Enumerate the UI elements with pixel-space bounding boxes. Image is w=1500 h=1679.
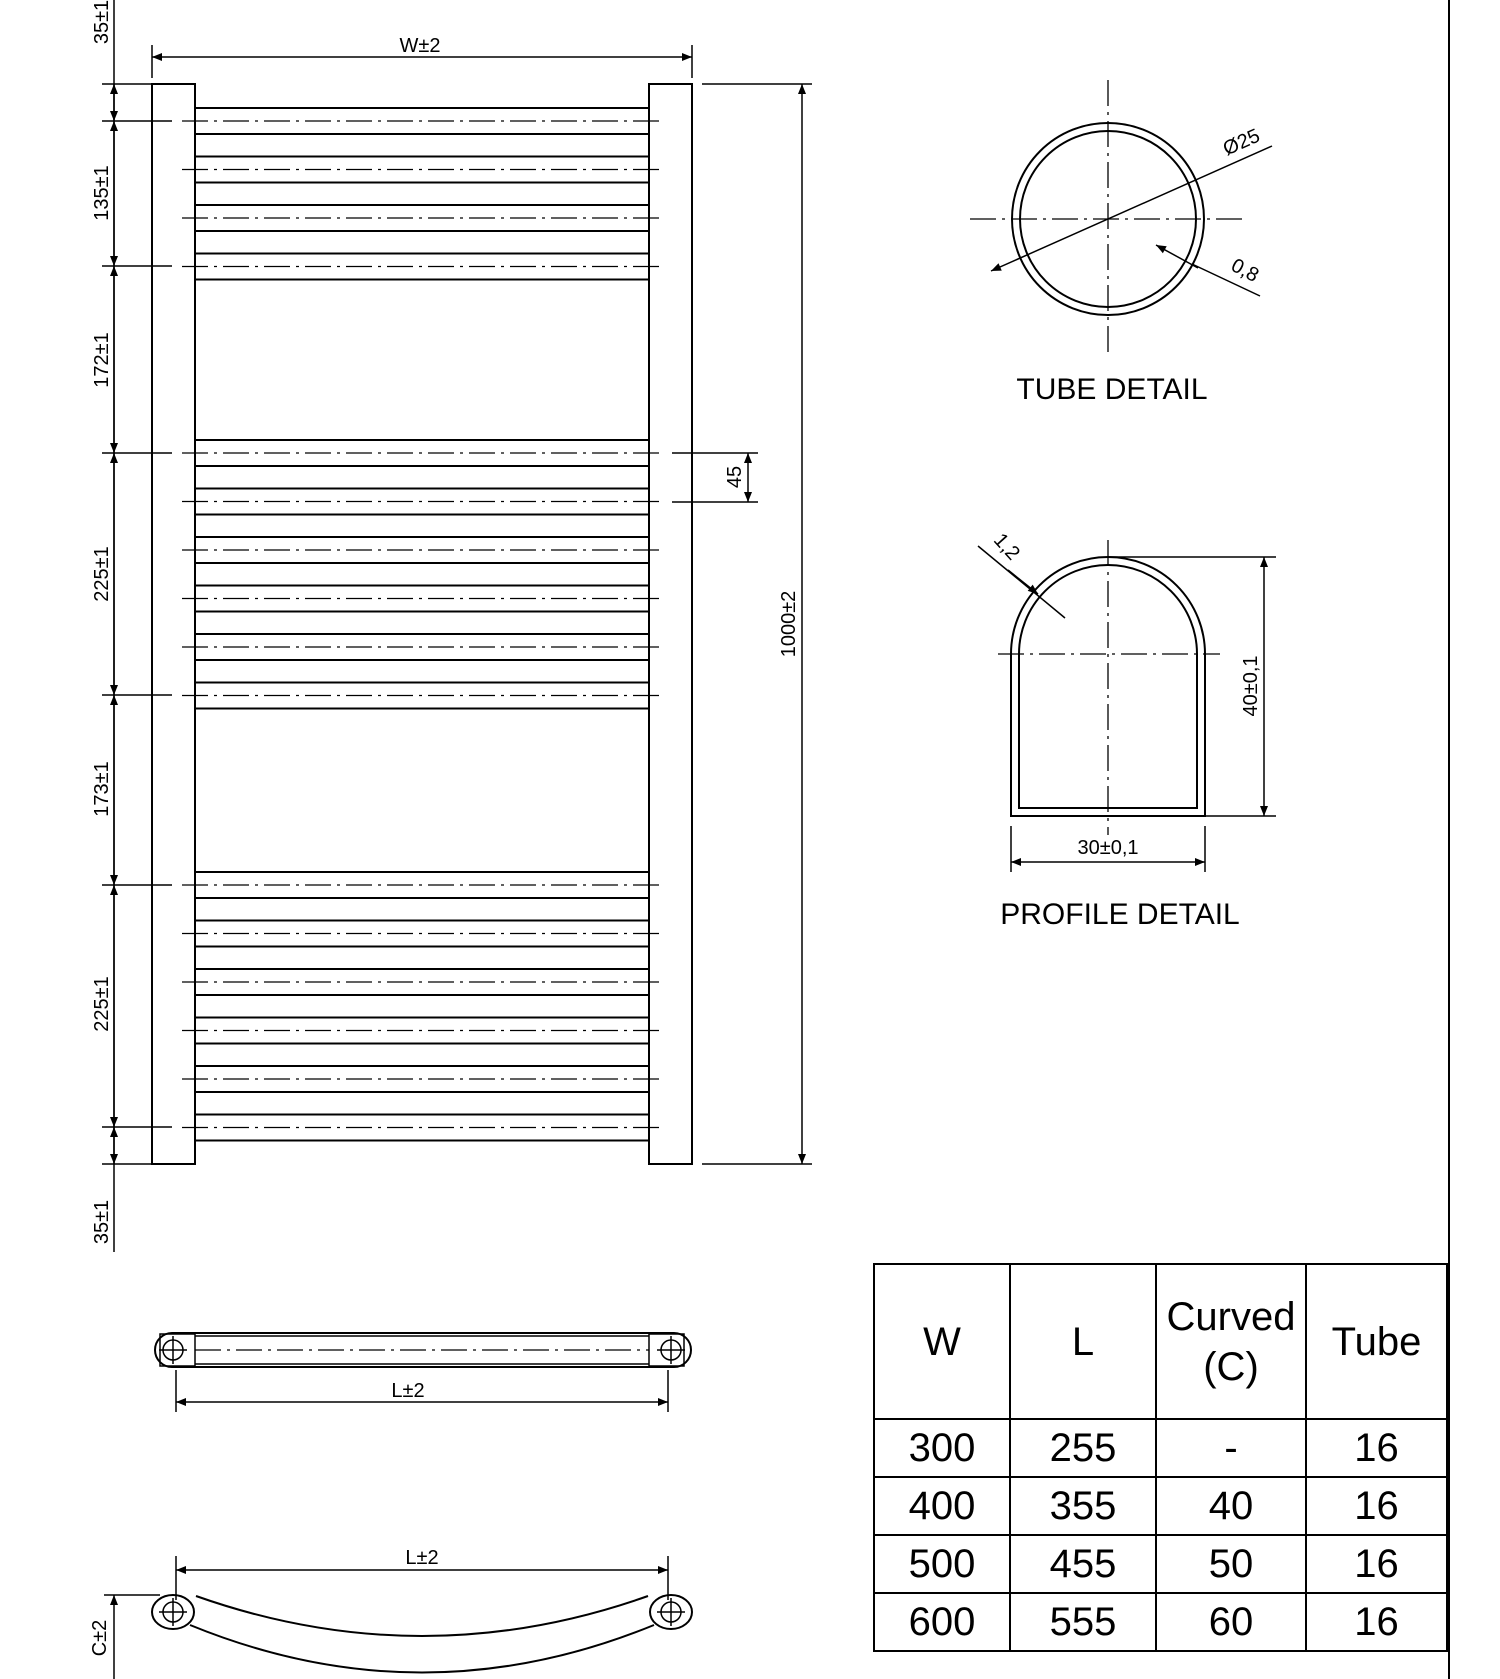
top-view-straight <box>155 1333 691 1412</box>
spacing-dim-label: 225±1 <box>91 546 113 602</box>
table-row <box>874 1593 1447 1651</box>
profile-width-label: 30±0,1 <box>1077 837 1139 859</box>
profile-detail-title: PROFILE DETAIL <box>1000 898 1240 931</box>
top-length-label: L±2 <box>391 1380 425 1402</box>
tube-wall-label: 0,8 <box>1227 254 1263 287</box>
height-dim-label: 1000±2 <box>778 590 800 658</box>
left-rail <box>152 84 195 1164</box>
spacing-dim-label: 35±1 <box>91 1199 113 1245</box>
header-tube: Tube <box>1306 1264 1447 1419</box>
header-curved: Curved (C) <box>1156 1264 1306 1419</box>
width-dim-label: W±2 <box>399 35 441 57</box>
cell-tube: 16 <box>1306 1419 1447 1477</box>
profile-detail <box>978 529 1276 931</box>
cell-curved: 50 <box>1156 1535 1306 1593</box>
cell-w: 500 <box>874 1535 1010 1593</box>
profile-wall-leader <box>978 546 1065 618</box>
cross-bars <box>195 108 649 1141</box>
top-view-curved <box>89 1547 692 1679</box>
cell-curved: 60 <box>1156 1593 1306 1651</box>
cell-tube: 16 <box>1306 1535 1447 1593</box>
tube-detail-title: TUBE DETAIL <box>1016 373 1208 406</box>
cell-tube: 16 <box>1306 1593 1447 1651</box>
cell-curved: 40 <box>1156 1477 1306 1535</box>
cell-l: 255 <box>1010 1419 1156 1477</box>
table-row <box>874 1477 1447 1535</box>
pitch-dim-label: 45 <box>724 465 746 489</box>
spacing-dim-label: 35±1 <box>91 0 113 45</box>
radiator-front-view <box>91 0 812 1252</box>
header-w: W <box>874 1264 1010 1419</box>
spec-table <box>873 1263 1448 1652</box>
curved-tube-inner <box>196 1596 648 1636</box>
table-row <box>874 1535 1447 1593</box>
table-row <box>874 1419 1447 1477</box>
spacing-dim-label: 172±1 <box>91 332 113 388</box>
tube-diameter-label: Ø25 <box>1219 124 1264 161</box>
right-rail <box>649 84 692 1164</box>
tube-detail <box>970 80 1272 406</box>
cell-w: 300 <box>874 1419 1010 1477</box>
table-header-row <box>874 1264 1447 1419</box>
curve-depth-label: C±2 <box>89 1619 111 1657</box>
profile-height-label: 40±0,1 <box>1240 655 1262 717</box>
cell-w: 600 <box>874 1593 1010 1651</box>
cell-curved: - <box>1156 1419 1306 1477</box>
cell-tube: 16 <box>1306 1477 1447 1535</box>
profile-wall-label: 1,2 <box>988 529 1024 565</box>
cell-l: 355 <box>1010 1477 1156 1535</box>
cell-w: 400 <box>874 1477 1010 1535</box>
bar-centerlines <box>182 121 662 1128</box>
header-l: L <box>1010 1264 1156 1419</box>
spacing-dim-label: 173±1 <box>91 761 113 817</box>
spacing-dim-label: 225±1 <box>91 976 113 1032</box>
cell-l: 455 <box>1010 1535 1156 1593</box>
spacing-dim-label: 135±1 <box>91 165 113 221</box>
cell-l: 555 <box>1010 1593 1156 1651</box>
diameter-leader <box>991 146 1272 271</box>
curved-length-label: L±2 <box>405 1547 439 1569</box>
curved-tube-outer <box>190 1625 654 1673</box>
